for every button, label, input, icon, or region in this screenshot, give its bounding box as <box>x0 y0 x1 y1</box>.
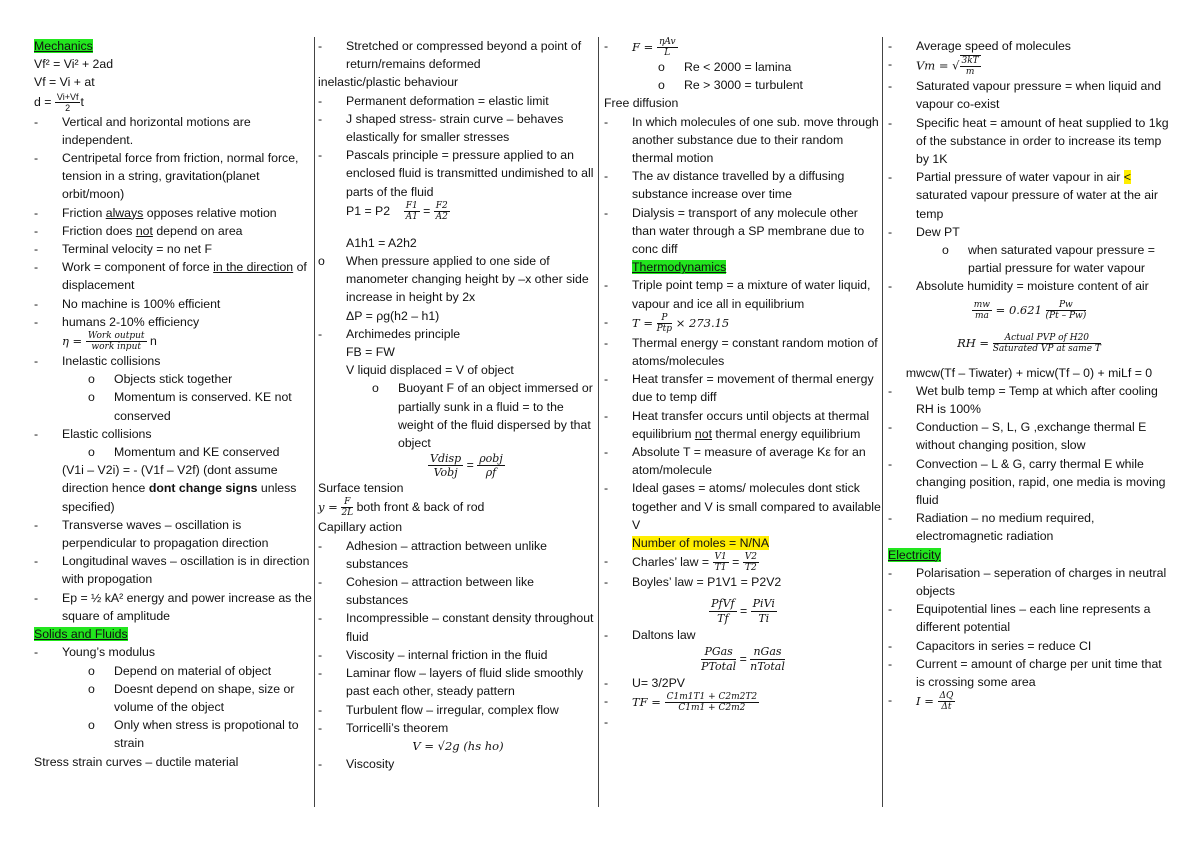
list-item: - Turbulent flow – irregular, complex flow <box>318 702 559 717</box>
list-item: - Daltons law <box>604 628 696 643</box>
list-item: - Ideal gases = atoms/ molecules dont stick together and V is small compared to available V <box>604 481 881 532</box>
list-item: - Archimedes principle <box>318 326 461 341</box>
sub-item: o Re < 2000 = lamina <box>658 60 792 74</box>
list-item: - Conduction – S, L, G ,exchange thermal E without changing position, slow <box>888 420 1147 453</box>
column-4 <box>888 37 1170 712</box>
list-item: - Viscosity – internal friction in the fluid <box>318 647 548 662</box>
list-item: - U= 3/2PV <box>604 675 685 690</box>
sub-item: o Depend on material of object <box>88 663 272 678</box>
stress-strain-text: Stress strain curves – ductile material <box>34 754 239 769</box>
list-item: - Terminal velocity = no net F <box>34 242 213 257</box>
column-1 <box>34 37 315 807</box>
list-item: - Transverse waves – oscillation is perpendicular to propagation direction <box>34 517 269 551</box>
capillary-label: Capillary action <box>318 520 403 535</box>
sub-item: o Objects stick together <box>88 372 233 387</box>
sub-item: o when saturated vapour pressure = partial pressure for water vapour <box>942 243 1155 276</box>
electricity-heading: Electricity <box>888 547 941 562</box>
eq-vl: V liquid displaced = V of object <box>346 363 514 378</box>
eq-ah: A1h1 = A2h2 <box>346 235 417 250</box>
surface-tension-label: Surface tension <box>318 481 404 496</box>
eq-avg-speed: - Vm = √ $\frac{3kT}{m}$ <box>888 56 979 78</box>
solids-heading: Solids and Fluids <box>34 627 128 642</box>
list-item: - Young’s modulus <box>34 645 155 660</box>
eq-viscous-force: - F = $\frac{\text{ηAv}}{L}$ <box>604 37 676 58</box>
list-item: - Current = amount of charge per unit time that is crossing some area <box>888 656 1162 690</box>
sub-item: o Re > 3000 = turbulent <box>658 78 803 93</box>
list-item: - Centripetal force from friction, normal force, tension in a string, gravitation(planet orbit/moon) <box>34 151 299 202</box>
list-item: - Heat transfer = movement of thermal energy due to temp diff <box>604 372 874 405</box>
eq-fb: FB = FW <box>346 345 395 360</box>
list-item: - Specific heat = amount of heat supplied to 1kg of the substance in order to increase its temp by 1K <box>888 115 1169 167</box>
eq-current: - I = $\frac{\Delta Q}{\Delta t}$ <box>888 691 954 713</box>
list-item: - Heat transfer occurs until objects at thermal equilibrium not thermal energy equilibrium <box>604 408 870 441</box>
list-item: - Ep = ½ kA² energy and power increase as the square of amplitude <box>34 590 312 623</box>
list-item: - humans 2-10% efficiency <box>34 314 200 329</box>
eq-vf-squared: Vf² = Vi² + 2ad <box>34 57 114 72</box>
list-item: - Friction does not depend on area <box>34 223 243 238</box>
list-item: - Dialysis = transport of any molecule other than water through a SP membrane due to conc diff <box>604 205 865 257</box>
list-item: - Partial pressure of water vapour in air < saturated vapour pressure of water at the air temp <box>888 170 1158 221</box>
list-item: - Permanent deformation = elastic limit <box>318 93 549 108</box>
eq-surface: y = $\frac{F}{2L}$ both front & back of rod <box>318 497 485 519</box>
thermo-heading: Thermodynamics <box>632 260 727 275</box>
list-item: o When pressure applied to one side of manometer changing height by –x other side increase in height by 2x <box>318 254 589 305</box>
list-item: - No machine is 100% efficient <box>34 296 221 311</box>
eq-charles: - Charles’ law = $\frac{V1}{T1}$ = $\frac{V2}{T2}$ <box>604 552 758 574</box>
eq-torricelli: V = √2g (hs ho) <box>412 738 504 753</box>
free-diffusion-label: Free diffusion <box>604 96 679 111</box>
list-item: - Pascals principle = pressure applied to an enclosed fluid is transmitted undimished to all parts of the fluid <box>318 148 594 199</box>
eq-dp: ΔP = ρg(h2 – h1) <box>346 308 440 323</box>
list-item: - Saturated vapour pressure = when liquid and vapour co-exist <box>888 79 1162 112</box>
column-3: - F = $\frac{\text{ηAv}}{L}$ o Re < 2000 = lamina o Re > 3000 = turbulent Free diffusion - In which molecules of one sub. move through another substance due to their random thermal motion - The av distance travelled by a diffusing substance increase over time - Dialysis = transport of any molecule other than water through a SP membrane due to conc diff Thermodynamics - Triple point temp = a mixture of water liquid, vapour and ice all in equilibrium - T = $\frac{P}{\text{Ptp}}$ × 273.15 - Thermal energy = constant random motion of atoms/molecules - Heat transfer = movement of thermal energy due to temp diff - Heat transfer occurs until objects at thermal equilibrium not thermal energy equilibrium - Absolute T = measure of average Kε for an atom/molecule - Ideal gases = atoms/ molecules dont stick together and V is small compared to available V Number of moles = N/NA - Charles’ law = $\frac{V1}{T1}$ = $\frac{V2}{T2}$ - Boyles’ law = P1V1 = P2V2 $\frac{\text{PfVf}}{Tf}$ = $\frac{\text{PiVi}}{Ti}$ - Daltons law $\frac{\text{PGas}}{\text{PTotal}}$ = $\frac{\text{nGas}}{\text{nTotal}}$ - U= 3/2PV - TF = $\frac{C1m1T1 + C2m2T2}{C1m1 + C2m2}$ - <box>604 37 883 807</box>
list-item: - Convection – L & G, carry thermal E while changing position, rapid, one media is moving fluid <box>888 456 1166 508</box>
sub-item: o Momentum is conserved. KE not conserved <box>88 390 292 423</box>
eq-buoyancy: $\frac{\text{Vdisp}}{\text{Vobj}}$ = $\frac{\text{ρobj}}{\rho f}$ <box>430 452 503 480</box>
eq-triple-point: - T = $\frac{P}{\text{Ptp}}$ × 273.15 <box>604 312 730 334</box>
eq-combined-gas: $\frac{\text{PfVf}}{Tf}$ = $\frac{\text{PiVi}}{Ti}$ <box>711 597 775 626</box>
eq-vf: Vf = Vi + at <box>34 75 95 90</box>
list-item: - Laminar flow – layers of fluid slide smoothly past each other, steady pattern <box>318 666 584 699</box>
eq-boyles: - Boyles’ law = P1V1 = P2V2 <box>604 575 782 590</box>
list-item: - Absolute T = measure of average Kε for an atom/molecule <box>604 445 866 478</box>
list-item: - Radiation – no medium required, electromagnetic radiation <box>888 511 1095 544</box>
list-item: - Average speed of molecules <box>888 39 1071 53</box>
eq-abs-humidity: $\frac{mw}{ma}$ = 0.621 $\frac{Pw}{(Pt - Pw)}$ <box>973 299 1087 321</box>
list-item: - Longitudinal waves – oscillation is in direction with propogation <box>34 554 310 587</box>
column-2 <box>318 37 599 807</box>
eq-d: d = $\frac{Vi+Vf}{2}$ t <box>34 91 84 113</box>
list-item: - Stretched or compressed beyond a point of return/remains deformed <box>318 39 582 72</box>
eq-heat-balance: mwcw(Tf – Tiwater) + micw(Tf – 0) + miLf = 0 <box>905 365 1153 380</box>
moles-highlight: Number of moles = N/NA <box>632 536 770 551</box>
list-item: - J shaped stress- strain curve – behaves elastically for smaller stresses <box>318 111 564 145</box>
list-item: - Absolute humidity = moisture content of air <box>888 279 1149 294</box>
list-item: - Elastic collisions <box>34 426 152 441</box>
sub-item: o Momentum and KE conserved <box>88 445 280 460</box>
list-item: - Capacitors in series = reduce CI <box>888 638 1092 653</box>
list-item: - Work = component of force in the direction of displacement <box>34 260 307 293</box>
plastic-text: inelastic/plastic behaviour <box>318 75 459 90</box>
list-item: - The av distance travelled by a diffusing substance increase over time <box>604 169 845 202</box>
elastic-eq: (V1i – V2i) = - (V1f – V2f) (dont assume direction hence dont change signs unless specified) <box>62 463 297 514</box>
list-item: - Dew PT <box>888 224 960 239</box>
list-item: - In which molecules of one sub. move through another substance due to their random thermal motion <box>604 114 879 166</box>
list-item: - Inelastic collisions <box>34 354 161 369</box>
sub-item: o Only when stress is propotional to strain <box>88 718 299 751</box>
mechanics-heading: Mechanics <box>34 39 93 53</box>
list-item: - Torricelli’s theorem <box>318 720 449 735</box>
list-item: - Vertical and horizontal motions are independent. <box>34 114 251 147</box>
list-item: - Cohesion – attraction between like substances <box>318 575 534 608</box>
sub-item: o Buoyant F of an object immersed or partially sunk in a fluid = to the weight of the fluid dispersed by that object <box>372 381 593 451</box>
list-item: - Adhesion – attraction between unlike substances <box>318 538 547 571</box>
list-item: - Incompressible – constant density throughout fluid <box>318 611 594 644</box>
list-item: - Friction always opposes relative motion <box>34 205 277 220</box>
eq-efficiency: η = $\frac{\text{Work output}}{\text{work input}}$ n <box>62 331 157 353</box>
sub-item: o Doesnt depend on shape, size or volume of the object <box>88 681 295 714</box>
list-item: - Viscosity <box>318 757 395 772</box>
eq-dalton: $\frac{\text{PGas}}{\text{PTotal}}$ = $\frac{\text{nGas}}{\text{nTotal}}$ <box>701 644 785 673</box>
eq-pascal: P1 = P2 $\frac{F1}{A1}$ = $\frac{F2}{A2}$ <box>346 200 448 222</box>
list-item: - Polarisation – seperation of charges in neutral objects <box>888 565 1167 599</box>
list-item: - Wet bulb temp = Temp at which after cooling RH is 100% <box>888 383 1158 417</box>
list-item: - Equipotential lines – each line represents a different potential <box>888 602 1151 635</box>
eq-final-temp: - TF = $\frac{C1m1T1 + C2m2T2}{C1m1 + C2m2}$ <box>604 691 758 713</box>
list-item: - Thermal energy = constant random motion of atoms/molecules <box>604 335 878 369</box>
list-item: - Triple point temp = a mixture of water liquid, vapour and ice all in equilibrium <box>604 278 871 311</box>
eq-rel-humidity: RH = $\frac{\text{Actual PVP of H20}}{\text{Saturated VP at same T}}$ <box>957 332 1101 354</box>
